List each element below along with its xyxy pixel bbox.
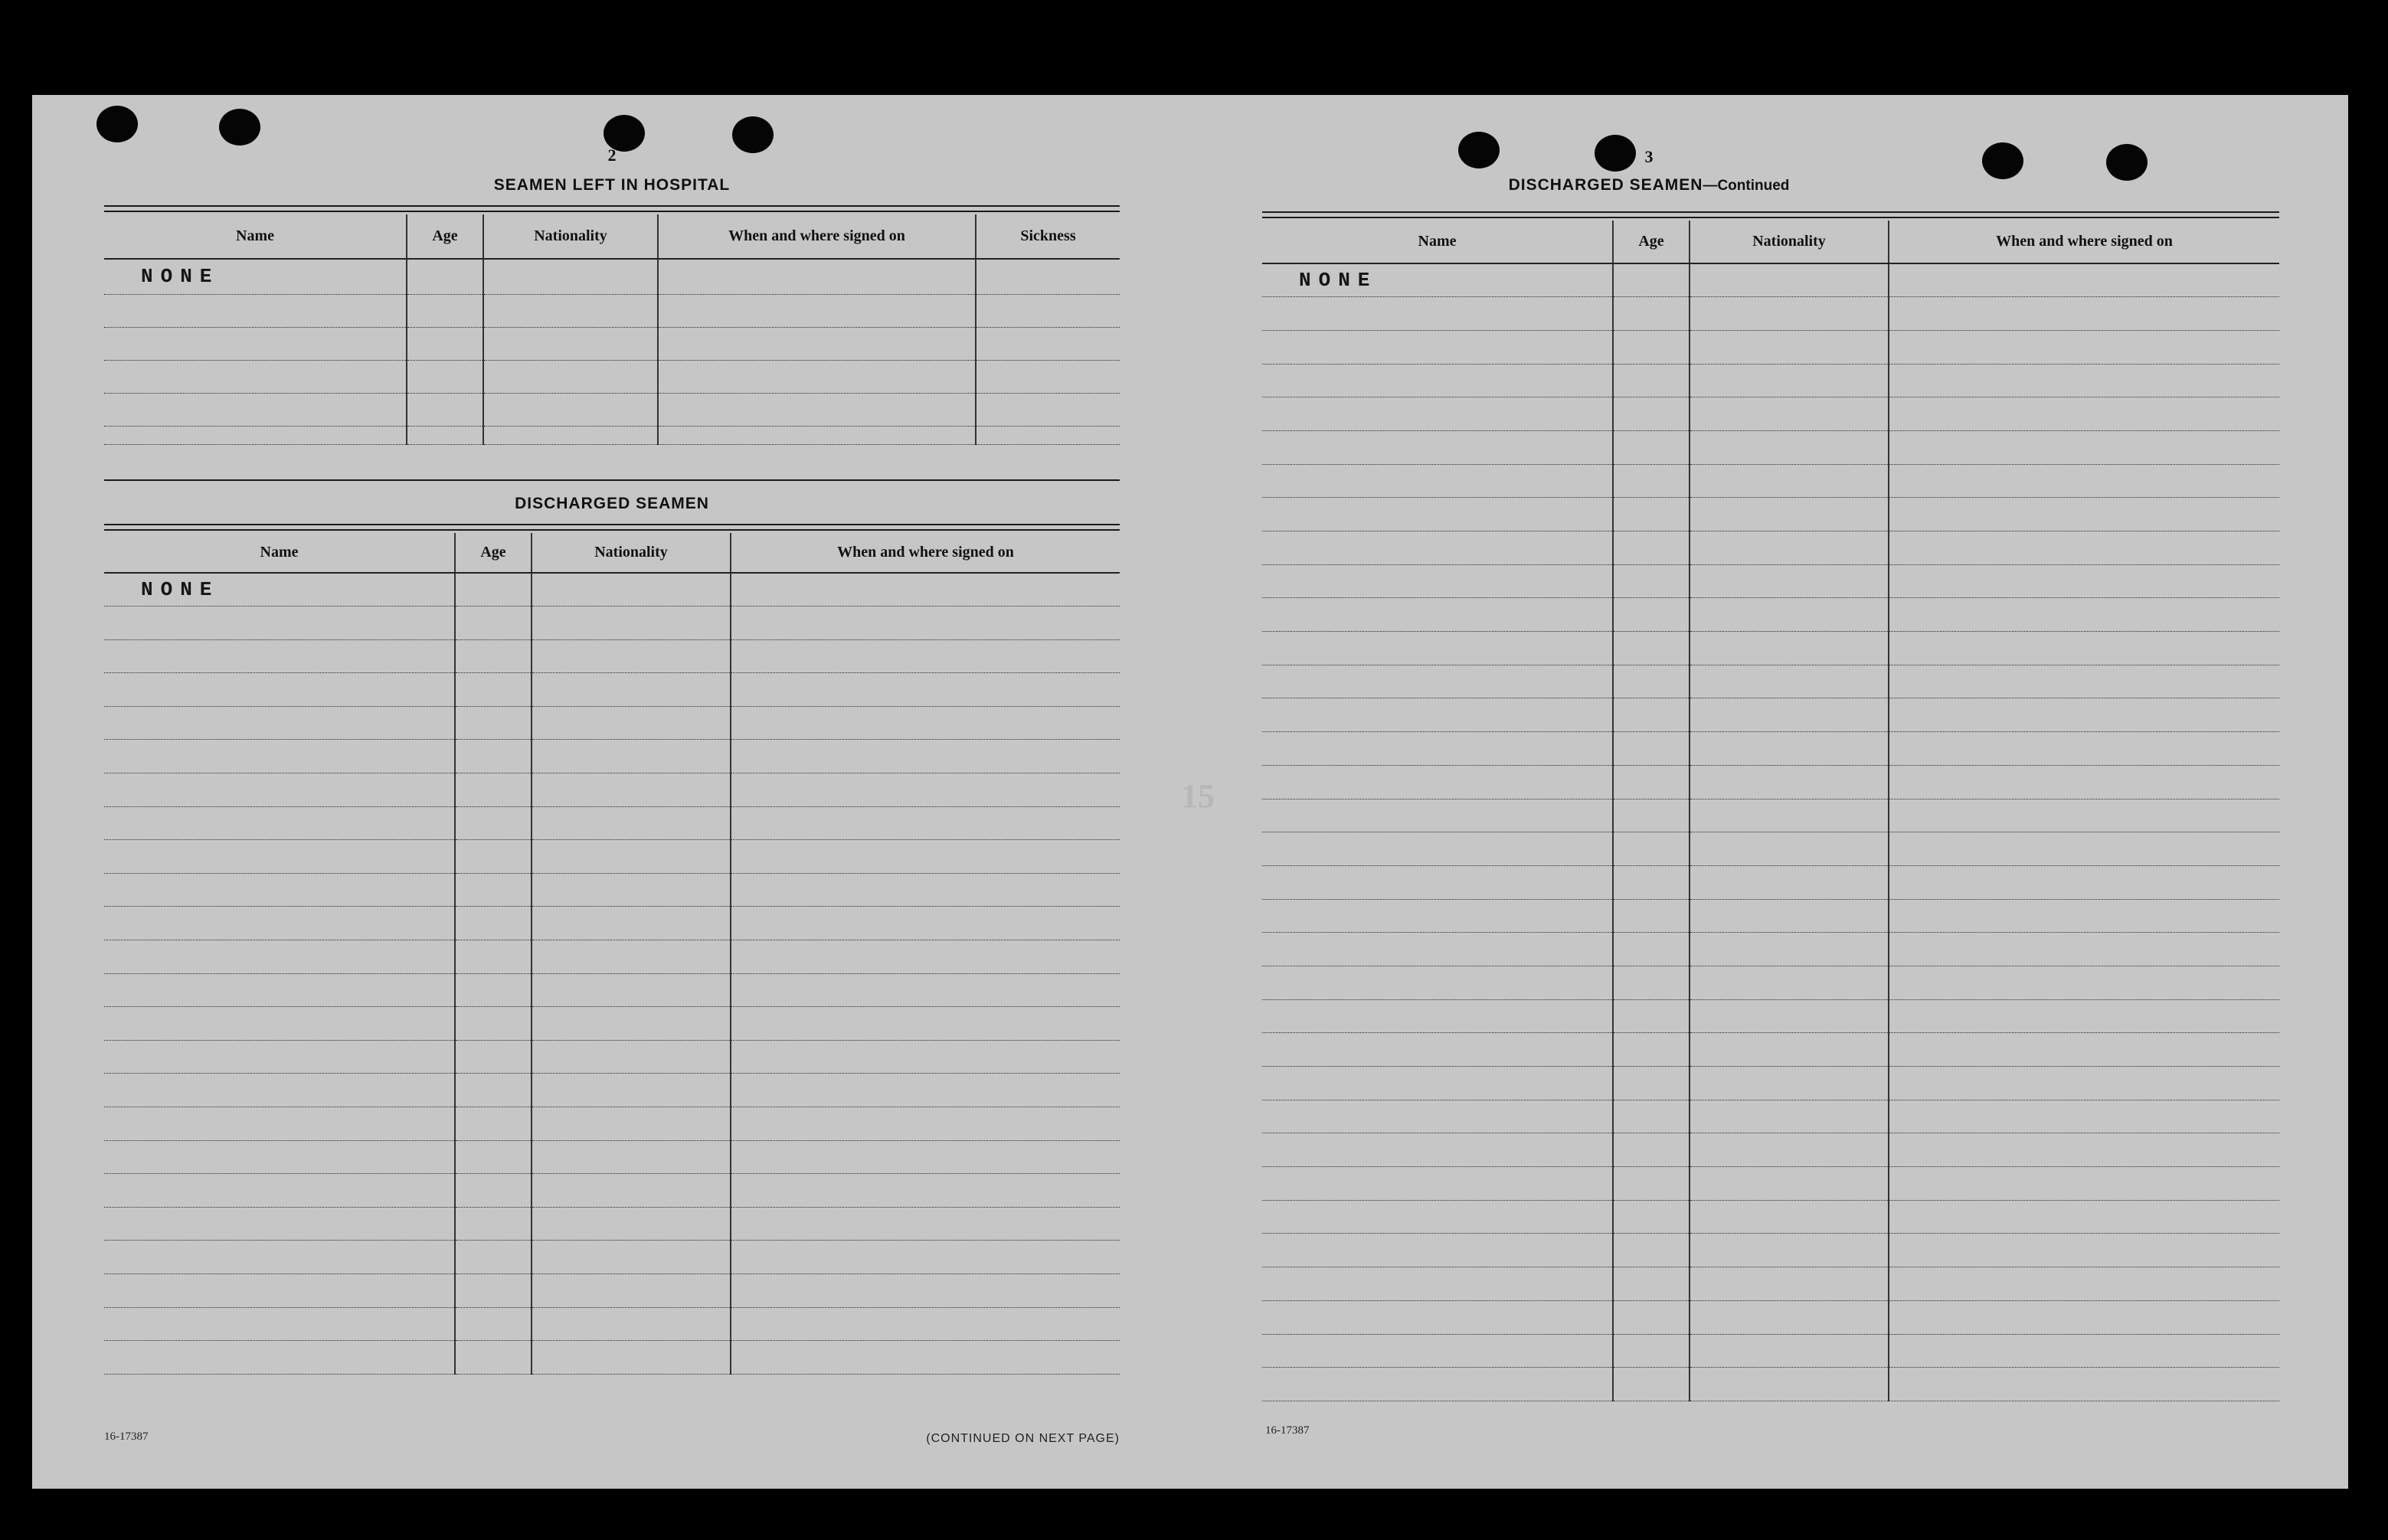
hospital-table xyxy=(104,214,1120,445)
table-row xyxy=(104,907,1120,940)
title-continued: —Continued xyxy=(1703,178,1790,194)
table-row xyxy=(1262,1334,2279,1368)
continued-note: (CONTINUED ON NEXT PAGE) xyxy=(926,1432,1120,1445)
table-row xyxy=(1262,1267,2279,1301)
form-number: 16-17387 xyxy=(104,1430,149,1443)
table-row xyxy=(104,1040,1120,1074)
table-row xyxy=(1262,899,2279,933)
table-row xyxy=(1262,531,2279,565)
table-row xyxy=(1262,297,2279,331)
table-row xyxy=(1262,933,2279,966)
table-row xyxy=(104,873,1120,907)
table-row xyxy=(1262,498,2279,531)
table-row xyxy=(104,573,1120,607)
table-row xyxy=(104,393,1120,426)
table-row xyxy=(104,639,1120,673)
column-header-signed-on: When and where signed on xyxy=(731,533,1120,573)
table-row xyxy=(1262,1067,2279,1100)
table-row xyxy=(104,426,1120,444)
table-row xyxy=(1262,1200,2279,1234)
column-header-signed-on: When and where signed on xyxy=(658,214,976,259)
table-row xyxy=(104,1274,1120,1307)
table-row xyxy=(1262,865,2279,899)
table-row xyxy=(104,294,1120,327)
table-row xyxy=(1262,364,2279,397)
table-row xyxy=(104,1207,1120,1241)
table-row xyxy=(104,1241,1120,1274)
column-header-name: Name xyxy=(1262,221,1613,263)
table-row xyxy=(104,1074,1120,1107)
name-entry: NONE xyxy=(104,573,455,607)
title-rule xyxy=(1262,211,2279,218)
table-row xyxy=(1262,799,2279,832)
table-row xyxy=(104,773,1120,807)
table-row xyxy=(104,259,1120,294)
table-row xyxy=(104,706,1120,740)
column-header-signed-on: When and where signed on xyxy=(1889,221,2279,263)
table-row xyxy=(1262,1234,2279,1267)
table-row xyxy=(104,673,1120,707)
punch-hole xyxy=(97,106,138,142)
table-row xyxy=(1262,1133,2279,1167)
column-header-age: Age xyxy=(407,214,483,259)
page-number: 2 xyxy=(607,145,617,165)
table-row xyxy=(1262,464,2279,498)
table-row xyxy=(1262,263,2279,297)
title-rule xyxy=(104,205,1120,212)
table-row xyxy=(104,1007,1120,1041)
faint-page-mark: 15 xyxy=(1181,777,1215,815)
table-row xyxy=(104,1307,1120,1341)
table-row xyxy=(1262,430,2279,464)
title-rule xyxy=(104,524,1120,531)
column-header-name: Name xyxy=(104,533,455,573)
table-row xyxy=(104,973,1120,1007)
column-header-name: Name xyxy=(104,214,407,259)
table-row xyxy=(1262,1033,2279,1067)
table-row xyxy=(104,1341,1120,1375)
table-row xyxy=(104,940,1120,974)
table-row xyxy=(104,806,1120,840)
table-row xyxy=(1262,665,2279,698)
name-entry: NONE xyxy=(1262,263,1613,297)
column-header-age: Age xyxy=(1613,221,1690,263)
title-text: DISCHARGED SEAMEN xyxy=(1508,176,1703,194)
name-entry: NONE xyxy=(104,259,407,294)
table-row xyxy=(104,607,1120,640)
hospital-section-title: SEAMEN LEFT IN HOSPITAL xyxy=(493,176,731,194)
table-row xyxy=(104,360,1120,393)
section-rule xyxy=(104,479,1120,481)
table-row xyxy=(104,327,1120,360)
punch-hole xyxy=(219,109,260,145)
discharged-continued-table xyxy=(1262,221,2279,1401)
table-row xyxy=(1262,732,2279,766)
table-row xyxy=(104,1140,1120,1174)
table-row xyxy=(1262,397,2279,431)
table-row xyxy=(1262,999,2279,1033)
table-row xyxy=(1262,1300,2279,1334)
column-header-nationality: Nationality xyxy=(483,214,658,259)
table-row xyxy=(1262,1100,2279,1133)
table-row xyxy=(1262,966,2279,999)
table-row xyxy=(1262,765,2279,799)
table-row xyxy=(1262,698,2279,732)
table-row xyxy=(1262,330,2279,364)
column-header-nationality: Nationality xyxy=(532,533,731,573)
table-row xyxy=(1262,564,2279,598)
form-number: 16-17387 xyxy=(1265,1424,1310,1437)
discharged-table xyxy=(104,533,1120,1375)
table-row xyxy=(1262,832,2279,866)
column-header-nationality: Nationality xyxy=(1690,221,1889,263)
table-row xyxy=(104,740,1120,773)
punch-hole xyxy=(2106,144,2148,181)
table-row xyxy=(1262,1167,2279,1201)
table-row xyxy=(1262,598,2279,632)
discharged-continued-title xyxy=(1262,176,2036,195)
table-row xyxy=(104,840,1120,874)
table-row xyxy=(104,1174,1120,1208)
table-row xyxy=(1262,632,2279,665)
discharged-section-title: DISCHARGED SEAMEN xyxy=(515,495,709,512)
column-header-sickness: Sickness xyxy=(976,214,1120,259)
column-header-age: Age xyxy=(455,533,532,573)
table-row xyxy=(104,1107,1120,1141)
page-number: 3 xyxy=(1644,147,1654,166)
table-row xyxy=(1262,1368,2279,1401)
